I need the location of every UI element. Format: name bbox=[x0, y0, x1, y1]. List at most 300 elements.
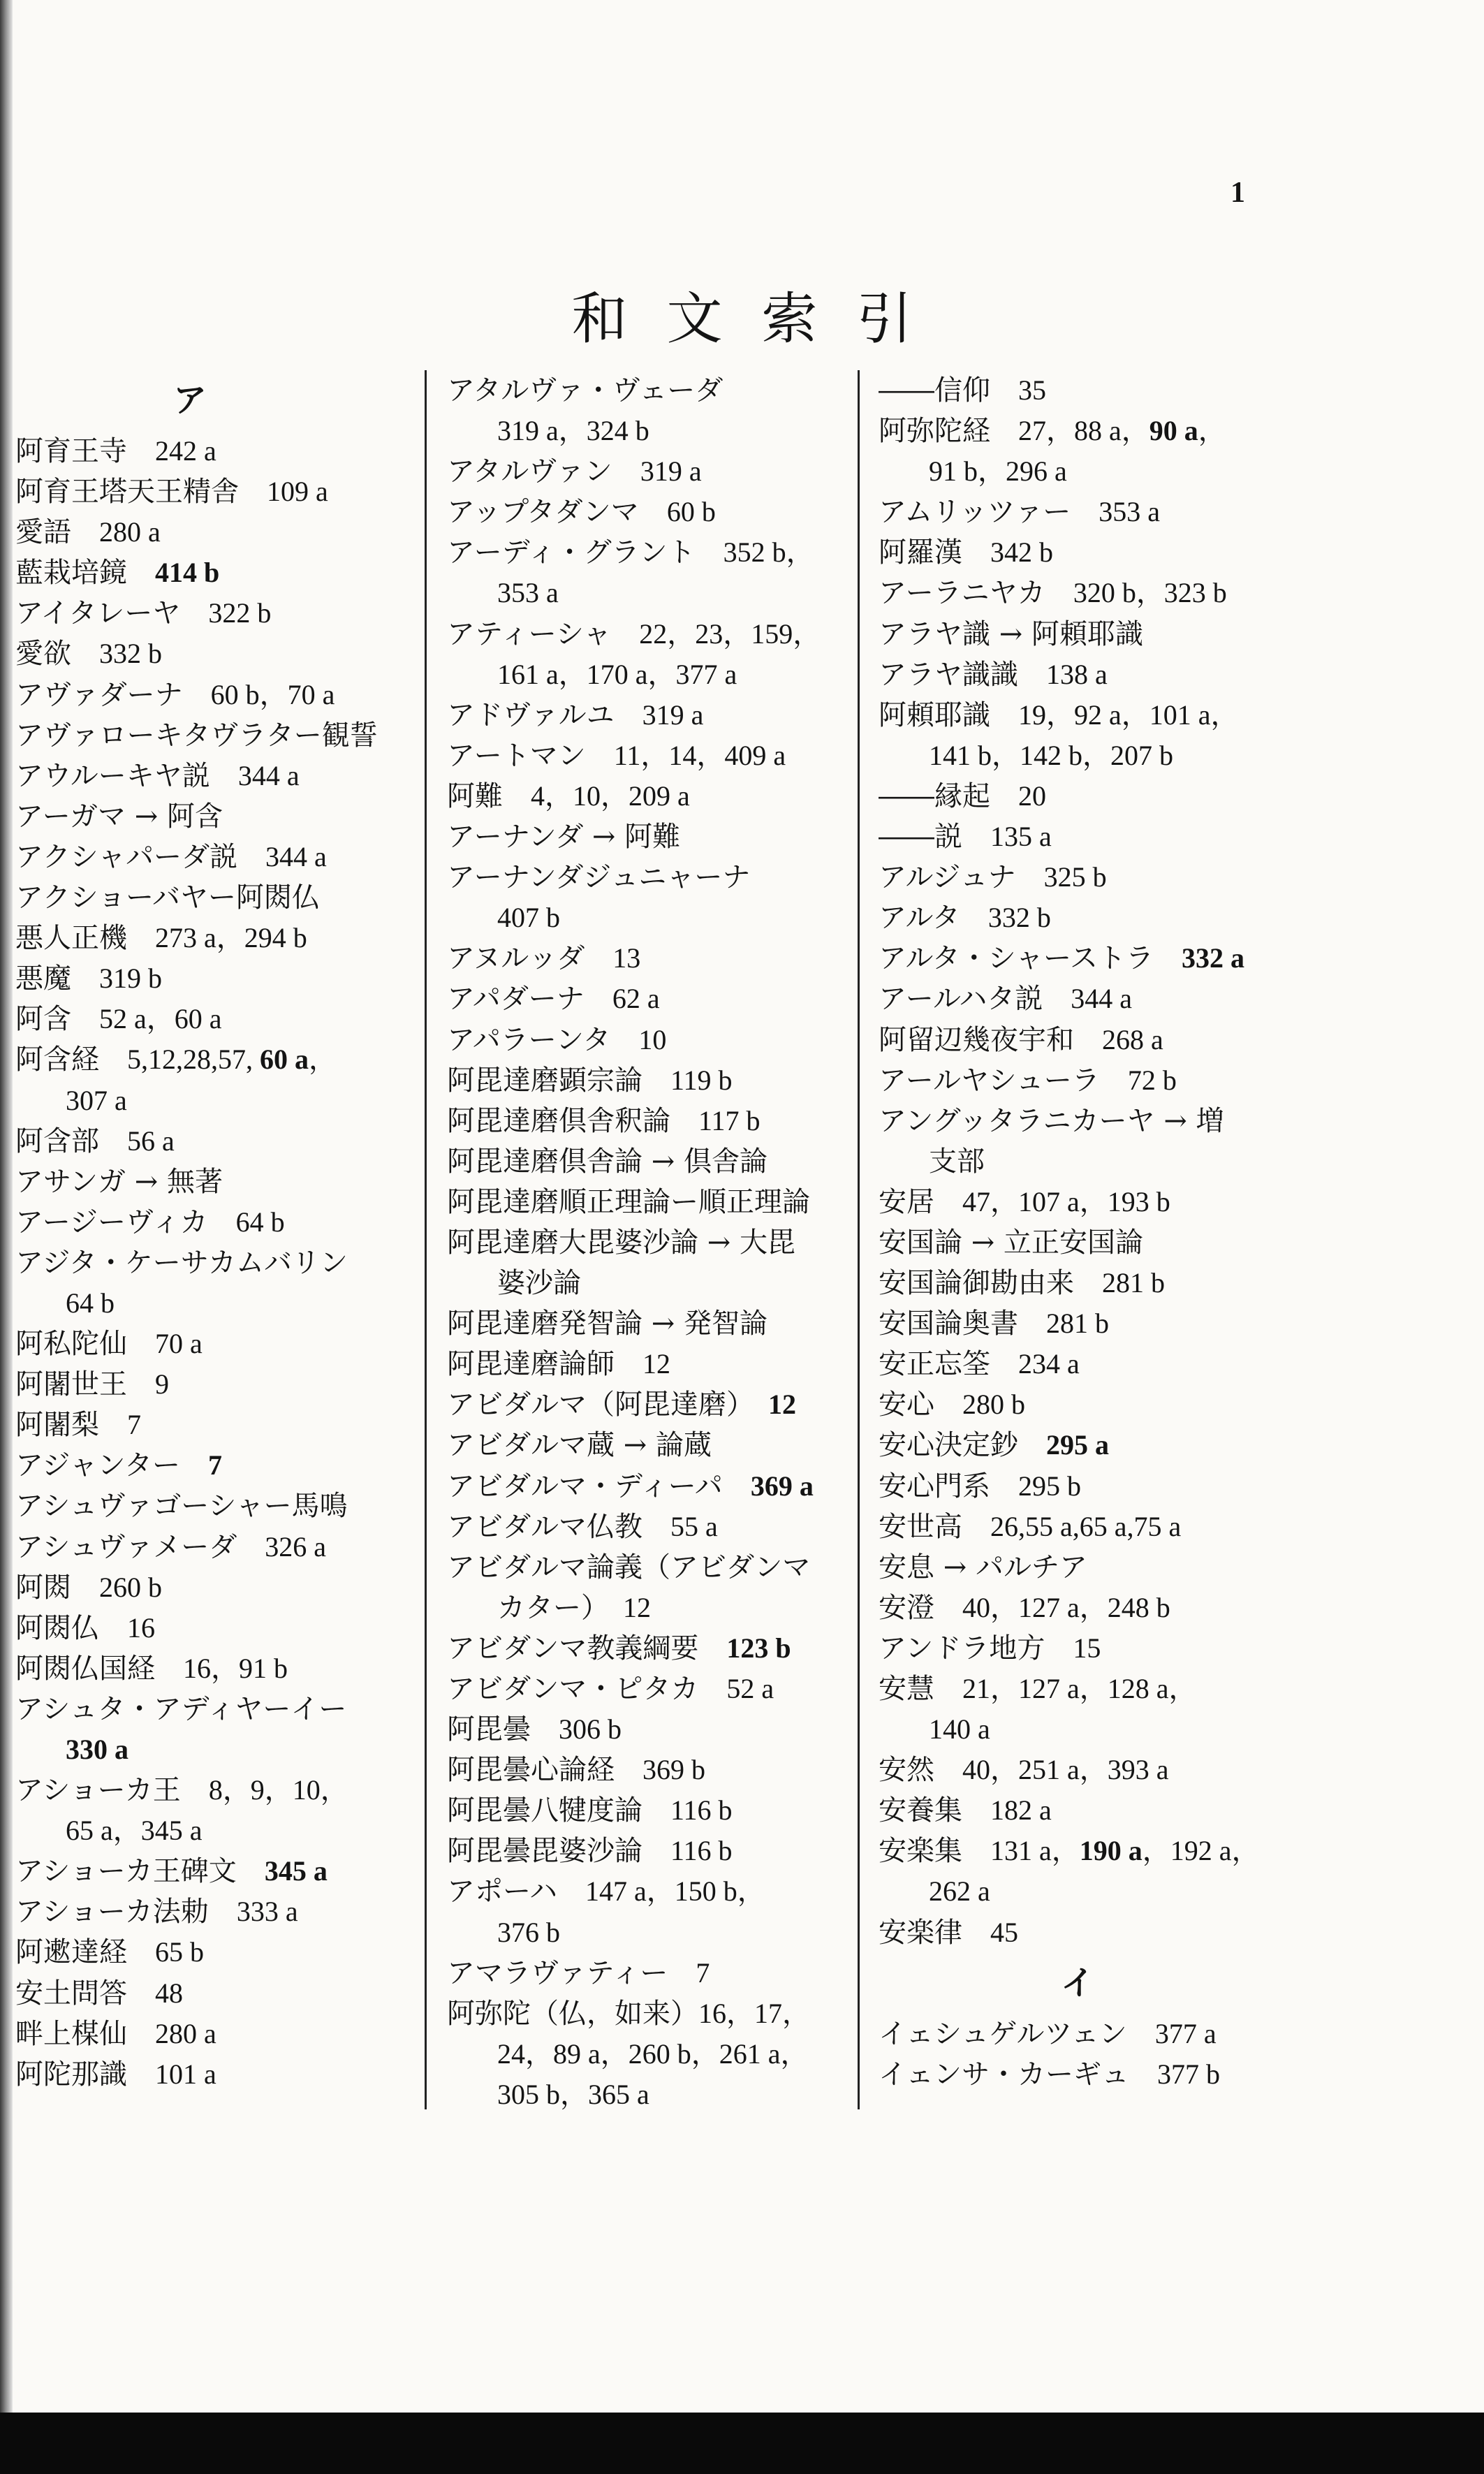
entry-term: アシュヴァメーダ bbox=[15, 1530, 265, 1563]
entry-term: アビダルマ・ディーパ bbox=[447, 1470, 751, 1502]
entry-pages: 60 b bbox=[666, 496, 716, 528]
entry-term: 阿毘達磨顕宗論 bbox=[447, 1064, 670, 1097]
index-entry bbox=[879, 1060, 1298, 1101]
entry-pages: 52 a bbox=[726, 1673, 774, 1704]
index-entry-continuation bbox=[879, 451, 1298, 492]
entry-term: アジタ・ケーサカムバリン bbox=[15, 1246, 348, 1279]
index-entry bbox=[15, 2014, 420, 2054]
entry-pages: 24，89 a，260 b，261 a， bbox=[497, 2037, 809, 2070]
entry-pages: 64 b bbox=[235, 1206, 285, 1238]
entry-main-page: 7 bbox=[208, 1449, 222, 1481]
index-entry-continuation bbox=[447, 411, 845, 451]
index-entry bbox=[447, 1790, 845, 1831]
entry-term: 阿陀那識 bbox=[15, 2058, 155, 2091]
entry-term: 阿留辺幾夜宇和 bbox=[879, 1023, 1102, 1056]
entry-pages: 117 b bbox=[698, 1104, 761, 1136]
entry-pages: 234 a bbox=[1018, 1348, 1080, 1380]
entry-term: 阿含部 bbox=[15, 1125, 127, 1157]
entry-pages: 280 a bbox=[155, 2017, 216, 2049]
index-entry bbox=[879, 1303, 1298, 1344]
index-entry bbox=[879, 1547, 1298, 1588]
entry-pages: 16，17， bbox=[698, 1997, 810, 2029]
entry-main-page: 414 b bbox=[155, 557, 220, 589]
index-entry bbox=[15, 796, 420, 837]
index-entry bbox=[447, 1060, 845, 1101]
entry-term: 安然 bbox=[879, 1754, 962, 1787]
entry-term: アビダルマ蔵 → 論蔵 bbox=[447, 1429, 712, 1462]
index-entry bbox=[879, 1466, 1298, 1507]
entry-pages: 40，251 a，393 a bbox=[962, 1754, 1169, 1786]
index-entry bbox=[447, 614, 845, 654]
entry-pages: 72 b bbox=[1127, 1064, 1177, 1096]
entry-term: アルジュナ bbox=[879, 861, 1044, 894]
index-entry bbox=[447, 857, 845, 898]
entry-pages: 369 b bbox=[642, 1754, 705, 1786]
index-entry bbox=[879, 532, 1298, 573]
index-entry-continuation bbox=[447, 1263, 845, 1303]
entry-pages: 344 a bbox=[265, 840, 327, 872]
index-column-3 bbox=[879, 370, 1298, 2095]
entry-pages: 280 a bbox=[99, 516, 161, 548]
entry-pages: 101 a bbox=[155, 2058, 216, 2090]
entry-term: アビダルマ（阿毘達磨） bbox=[447, 1389, 768, 1421]
entry-pages: 27，88 a， bbox=[1018, 415, 1149, 447]
entry-pages: 377 b bbox=[1157, 2058, 1220, 2090]
entry-term: アビダンマ・ピタカ bbox=[447, 1673, 727, 1705]
page-number: 1 bbox=[1230, 177, 1245, 209]
index-entry bbox=[15, 634, 420, 674]
entry-pages: 376 b bbox=[497, 1916, 560, 1948]
section-heading: イ bbox=[1060, 1963, 1094, 2003]
entry-term: 阿弥陀経 bbox=[879, 415, 1018, 448]
entry-pages: 26,55 a,65 a,75 a bbox=[990, 1510, 1182, 1542]
entry-term: アマラヴァティー bbox=[447, 1956, 696, 1989]
entry-main-page: 12 bbox=[768, 1389, 796, 1421]
entry-pages: 91 b，296 a bbox=[929, 455, 1067, 488]
index-entry bbox=[879, 898, 1298, 938]
entry-pages: 15 bbox=[1073, 1632, 1101, 1664]
entry-term: ――縁起 bbox=[879, 779, 1018, 812]
entry-pages-suffix: ，192 a， bbox=[1142, 1835, 1260, 1867]
entry-term: 安土問答 bbox=[15, 1977, 155, 2010]
entry-term: 悪魔 bbox=[15, 962, 99, 995]
index-entry bbox=[879, 370, 1298, 411]
entry-term: 安世高 bbox=[879, 1510, 990, 1543]
index-entry bbox=[879, 2054, 1298, 2095]
entry-term: 阿頼耶識 bbox=[879, 698, 1018, 731]
entry-term: 支部 bbox=[929, 1145, 985, 1178]
index-entry bbox=[15, 1932, 420, 1972]
entry-main-page: 345 a bbox=[264, 1855, 328, 1887]
entry-pages: 56 a bbox=[127, 1125, 175, 1157]
entry-pages-suffix: ， bbox=[1198, 415, 1226, 447]
entry-term: アーディ・グラント bbox=[447, 536, 723, 569]
index-entry-continuation bbox=[447, 1912, 845, 1953]
entry-term: アクシャパーダ説 bbox=[15, 840, 265, 873]
index-entry bbox=[447, 492, 845, 532]
entry-pages: 65 a，345 a bbox=[66, 1815, 203, 1847]
entry-pages: 16，91 b bbox=[183, 1652, 288, 1684]
section-heading: ア bbox=[172, 381, 207, 420]
entry-term: アポーハ bbox=[447, 1875, 585, 1908]
entry-term: アージーヴィカ bbox=[15, 1206, 236, 1238]
index-entry bbox=[879, 979, 1298, 1019]
entry-term: 阿閦仏国経 bbox=[15, 1652, 183, 1685]
index-entry bbox=[447, 1871, 845, 1912]
entry-term: 阿毘達磨倶舎論 → 倶舎論 bbox=[447, 1145, 767, 1178]
entry-term: アパダーナ bbox=[447, 983, 612, 1016]
entry-main-page: 332 a bbox=[1182, 942, 1244, 974]
entry-pages: 353 a bbox=[1099, 496, 1160, 528]
index-entry bbox=[879, 492, 1298, 532]
entry-term: 阿育王塔天王精舎 bbox=[15, 476, 267, 508]
index-entry bbox=[879, 1263, 1298, 1303]
index-entry-continuation bbox=[15, 1081, 420, 1121]
entry-term: アーガマ → 阿含 bbox=[15, 800, 223, 833]
index-entry bbox=[879, 1831, 1298, 1871]
entry-term: 阿毘曇 bbox=[447, 1713, 559, 1746]
entry-term: アビダンマ教義綱要 bbox=[447, 1632, 727, 1664]
index-entry bbox=[447, 1101, 845, 1141]
entry-term: アショーカ法勅 bbox=[15, 1896, 237, 1928]
index-entry bbox=[15, 1527, 420, 1567]
entry-term: 阿毘曇八犍度論 bbox=[447, 1794, 670, 1827]
entry-term: アルタ・シャーストラ bbox=[879, 942, 1182, 975]
entry-main-page: 60 a bbox=[260, 1044, 309, 1076]
entry-term: 安正忘筌 bbox=[879, 1348, 1018, 1381]
index-entry bbox=[447, 1993, 845, 2034]
entry-pages: 161 a，170 a，377 a bbox=[497, 658, 737, 690]
entry-pages: 55 a bbox=[670, 1510, 718, 1542]
entry-pages: 407 b bbox=[497, 902, 560, 934]
entry-term: アップタダンマ bbox=[447, 496, 667, 529]
entry-term: アールヤシューラ bbox=[879, 1064, 1128, 1097]
entry-pages: 12 bbox=[623, 1591, 651, 1623]
index-entry bbox=[447, 1384, 845, 1425]
entry-term: アヴァローキタヴラター観誓 bbox=[15, 719, 378, 752]
entry-term: 阿毘曇毘婆沙論 bbox=[447, 1835, 670, 1868]
entry-term: 安国論 → 立正安国論 bbox=[879, 1226, 1143, 1259]
entry-pages: 281 b bbox=[1046, 1308, 1109, 1340]
entry-pages: 47，107 a，193 b bbox=[962, 1185, 1170, 1217]
index-entry bbox=[447, 776, 845, 817]
entry-pages: 147 a，150 b， bbox=[585, 1875, 765, 1908]
entry-term: 藍栽培鏡 bbox=[15, 557, 155, 590]
entry-pages: 7 bbox=[127, 1409, 141, 1441]
index-entry bbox=[447, 1628, 845, 1669]
index-entry bbox=[15, 1364, 420, 1405]
entry-term: アビダルマ仏教 bbox=[447, 1510, 670, 1543]
index-entry bbox=[15, 1973, 420, 2014]
entry-term: ――信仰 bbox=[879, 374, 1018, 407]
index-entry bbox=[879, 1101, 1298, 1141]
entry-pages: 242 a bbox=[155, 435, 216, 467]
index-entry bbox=[879, 1222, 1298, 1263]
entry-term: 安心決定鈔 bbox=[879, 1429, 1046, 1462]
entry-main-page: 330 a bbox=[66, 1734, 128, 1765]
index-entry-continuation bbox=[879, 1709, 1298, 1750]
index-entry bbox=[15, 1567, 420, 1608]
index-entry bbox=[879, 1344, 1298, 1384]
entry-term: アラヤ識識 bbox=[879, 658, 1046, 691]
column-divider bbox=[858, 370, 860, 2109]
index-entry bbox=[879, 654, 1298, 695]
entry-term: 安国論奥書 bbox=[879, 1308, 1046, 1340]
entry-term: 安居 bbox=[879, 1185, 962, 1218]
entry-term: アショーカ王碑文 bbox=[15, 1855, 265, 1888]
entry-term: 悪人正機 bbox=[15, 922, 155, 955]
column-divider bbox=[425, 370, 427, 2109]
index-entry bbox=[447, 735, 845, 776]
entry-term: アクショーバヤー阿閦仏 bbox=[15, 881, 320, 914]
entry-term: 愛語 bbox=[15, 516, 99, 549]
entry-term: 安慧 bbox=[879, 1673, 962, 1705]
entry-term: アシュタ・アディヤーイー bbox=[15, 1692, 347, 1725]
entry-pages: 52 a，60 a bbox=[99, 1003, 222, 1035]
entry-pages: 20 bbox=[1018, 779, 1046, 812]
index-entry-continuation bbox=[15, 1283, 420, 1324]
entry-term: 愛欲 bbox=[15, 638, 99, 671]
entry-pages: 344 a bbox=[1071, 983, 1132, 1015]
entry-pages: 280 b bbox=[962, 1389, 1025, 1421]
index-entry bbox=[879, 1020, 1298, 1060]
entry-pages: 342 b bbox=[990, 536, 1053, 569]
index-entry bbox=[447, 1750, 845, 1790]
entry-pages: 262 a bbox=[929, 1875, 990, 1908]
index-entry bbox=[15, 1405, 420, 1445]
index-entry bbox=[15, 1202, 420, 1243]
entry-pages: 320 b，323 b bbox=[1073, 577, 1227, 609]
index-entry bbox=[15, 837, 420, 877]
index-entry-continuation bbox=[447, 654, 845, 695]
index-entry bbox=[15, 1486, 420, 1526]
entry-term: アパラーンタ bbox=[447, 1023, 639, 1056]
index-entry bbox=[15, 512, 420, 552]
index-entry bbox=[15, 877, 420, 918]
entry-pages: 16 bbox=[127, 1611, 155, 1644]
entry-term: アビダルマ論義（アビダンマ bbox=[447, 1551, 811, 1583]
index-entry bbox=[447, 938, 845, 979]
index-entry bbox=[447, 1953, 845, 1993]
index-column-1 bbox=[15, 370, 420, 2095]
entry-pages: 281 b bbox=[1102, 1267, 1165, 1299]
entry-term: アサンガ → 無著 bbox=[15, 1165, 223, 1198]
entry-pages: 319 b bbox=[99, 962, 162, 995]
entry-pages: 116 b bbox=[670, 1794, 733, 1827]
entry-term: 阿闍梨 bbox=[15, 1409, 127, 1442]
entry-pages: 333 a bbox=[236, 1896, 298, 1928]
entry-pages: 182 a bbox=[990, 1794, 1052, 1827]
entry-term: 安楽律 bbox=[879, 1916, 990, 1949]
index-entry bbox=[447, 370, 845, 411]
index-entry bbox=[447, 1466, 845, 1507]
index-entry bbox=[879, 2014, 1298, 2054]
index-entry-continuation bbox=[879, 1141, 1298, 1182]
entry-pages: 352 b， bbox=[723, 536, 814, 569]
entry-term: アショーカ王 bbox=[15, 1774, 209, 1807]
index-column-2 bbox=[447, 370, 845, 2115]
entry-pages: 138 a bbox=[1046, 658, 1108, 690]
index-entry bbox=[879, 1750, 1298, 1790]
entry-pages: 35 bbox=[1018, 374, 1046, 406]
entry-term: 安養集 bbox=[879, 1794, 990, 1827]
index-entry bbox=[447, 695, 845, 735]
entry-pages: 21，127 a，128 a， bbox=[962, 1673, 1197, 1704]
entry-pages: 12 bbox=[642, 1348, 670, 1380]
entry-pages-suffix: ， bbox=[309, 1044, 337, 1076]
index-entry bbox=[879, 1628, 1298, 1669]
entry-main-page: 90 a bbox=[1149, 415, 1198, 447]
index-entry bbox=[447, 1303, 845, 1344]
entry-term: 安息 → パルチア bbox=[879, 1551, 1087, 1583]
index-entry bbox=[879, 614, 1298, 654]
entry-term: アーラニヤカ bbox=[879, 577, 1073, 610]
index-entry bbox=[15, 2054, 420, 2095]
index-entry bbox=[15, 999, 420, 1039]
index-entry bbox=[447, 451, 845, 492]
index-entry bbox=[447, 1831, 845, 1871]
index-entry bbox=[15, 1770, 420, 1810]
entry-pages: 140 a bbox=[929, 1713, 990, 1745]
entry-pages: 45 bbox=[990, 1916, 1018, 1948]
entry-pages: 5,12,28,57, bbox=[127, 1044, 260, 1076]
entry-term: 阿毘達磨大毘婆沙論 → 大毘 bbox=[447, 1226, 795, 1259]
entry-term: 阿羅漢 bbox=[879, 536, 990, 569]
entry-term: 安国論御勘由来 bbox=[879, 1267, 1102, 1300]
index-entry bbox=[15, 1891, 420, 1932]
index-entry bbox=[15, 1324, 420, 1364]
index-entry bbox=[15, 1039, 420, 1080]
entry-term: 安心 bbox=[879, 1389, 962, 1421]
entry-term: カター） bbox=[497, 1591, 623, 1624]
index-entry bbox=[447, 1507, 845, 1547]
index-entry bbox=[879, 1790, 1298, 1831]
entry-pages: 70 a bbox=[155, 1328, 203, 1360]
index-entry bbox=[15, 1851, 420, 1891]
entry-term: アールハタ説 bbox=[879, 983, 1071, 1016]
entry-main-page: 295 a bbox=[1046, 1429, 1109, 1461]
index-entry-continuation bbox=[15, 1729, 420, 1770]
entry-pages: 116 b bbox=[670, 1835, 733, 1867]
entry-term: アラヤ識 → 阿頼耶識 bbox=[879, 617, 1143, 650]
entry-term: アウルーキヤ説 bbox=[15, 759, 238, 792]
entry-pages: 322 b bbox=[208, 597, 272, 629]
entry-term: アートマン bbox=[447, 739, 614, 772]
entry-pages: 377 a bbox=[1154, 2017, 1217, 2049]
index-entry-continuation bbox=[447, 2074, 845, 2115]
entry-term: アヴァダーナ bbox=[15, 678, 211, 711]
entry-main-page: 190 a bbox=[1079, 1835, 1143, 1867]
entry-pages: 131 a， bbox=[990, 1835, 1080, 1867]
entry-pages: 319 a bbox=[642, 698, 704, 731]
entry-pages: 326 a bbox=[265, 1530, 326, 1562]
entry-term: 阿弥陀（仏，如来） bbox=[447, 1997, 698, 2030]
index-entry bbox=[15, 958, 420, 999]
entry-pages: 64 b bbox=[66, 1287, 115, 1319]
entry-term: アティーシャ bbox=[447, 617, 640, 650]
entry-term: アヌルッダ bbox=[447, 942, 613, 975]
index-entry bbox=[447, 532, 845, 573]
entry-term: イェンサ・カーギュ bbox=[879, 2058, 1157, 2091]
entry-pages: 141 b，142 b，207 b bbox=[929, 739, 1173, 771]
entry-pages: 135 a bbox=[990, 821, 1052, 853]
entry-pages: 48 bbox=[155, 1977, 183, 2009]
entry-pages: 119 b bbox=[670, 1064, 733, 1096]
index-entry bbox=[879, 1182, 1298, 1222]
index-entry-continuation bbox=[879, 1871, 1298, 1912]
index-entry bbox=[879, 938, 1298, 979]
index-entry bbox=[15, 1648, 420, 1689]
index-entry bbox=[879, 1588, 1298, 1628]
index-entry-continuation bbox=[15, 1810, 420, 1851]
index-entry-continuation bbox=[447, 573, 845, 613]
index-entry-continuation bbox=[447, 898, 845, 938]
entry-pages: 319 a，324 b bbox=[497, 415, 649, 447]
index-entry-continuation bbox=[447, 2034, 845, 2074]
entry-term: イェシュゲルツェン bbox=[879, 2017, 1155, 2050]
entry-pages: 273 a，294 b bbox=[155, 922, 307, 954]
index-entry bbox=[15, 756, 420, 796]
index-entry bbox=[879, 695, 1298, 735]
entry-term: アーナンダ → 阿難 bbox=[447, 821, 681, 854]
index-entry bbox=[447, 817, 845, 857]
entry-main-page: 123 b bbox=[726, 1632, 791, 1664]
index-entry bbox=[15, 918, 420, 958]
entry-pages: 40，127 a，248 b bbox=[962, 1591, 1170, 1623]
entry-term: 阿遬達経 bbox=[15, 1936, 155, 1969]
index-entry bbox=[15, 552, 420, 593]
entry-pages: 65 b bbox=[155, 1936, 204, 1968]
index-entry bbox=[879, 857, 1298, 898]
index-entry bbox=[879, 817, 1298, 857]
entry-term: アンドラ地方 bbox=[879, 1632, 1073, 1664]
index-entry-continuation bbox=[879, 735, 1298, 776]
entry-term: アタルヴァ・ヴェーダ bbox=[447, 374, 723, 407]
entry-term: アドヴァルユ bbox=[447, 698, 642, 731]
entry-term: アイタレーヤ bbox=[15, 597, 209, 630]
entry-term: 婆沙論 bbox=[497, 1267, 581, 1300]
entry-term: アルタ bbox=[879, 902, 988, 935]
entry-term: 阿毘達磨論師 bbox=[447, 1348, 642, 1381]
index-entry bbox=[15, 1121, 420, 1162]
entry-term: ――説 bbox=[879, 821, 990, 854]
entry-term: 阿含経 bbox=[15, 1044, 127, 1076]
entry-term: 阿閦仏 bbox=[15, 1611, 127, 1644]
index-entry bbox=[879, 411, 1298, 451]
entry-pages: 325 b bbox=[1043, 861, 1107, 893]
scan-bottom-border bbox=[0, 2413, 1484, 2474]
entry-term: 阿毘達磨発智論 → 発智論 bbox=[447, 1308, 767, 1340]
entry-term: アシュヴァゴーシャー馬鳴 bbox=[15, 1490, 348, 1523]
entry-term: アムリッツァー bbox=[879, 496, 1099, 529]
entry-term: 阿毘達磨倶舎釈論 bbox=[447, 1104, 698, 1137]
index-entry bbox=[879, 1507, 1298, 1547]
entry-pages: 22，23，159， bbox=[639, 617, 821, 650]
index-entry bbox=[15, 1445, 420, 1486]
index-entry bbox=[447, 1182, 845, 1222]
index-entry bbox=[447, 1669, 845, 1709]
entry-pages: 8，9，10， bbox=[208, 1774, 348, 1806]
entry-main-page: 369 a bbox=[750, 1470, 814, 1502]
entry-pages: 60 b，70 a bbox=[210, 678, 335, 710]
entry-pages: 9 bbox=[155, 1368, 169, 1400]
entry-pages: 13 bbox=[612, 942, 641, 974]
index-entry bbox=[879, 1669, 1298, 1709]
entry-term: 安澄 bbox=[879, 1591, 962, 1624]
entry-pages: 305 b，365 a bbox=[497, 2078, 649, 2110]
entry-pages: 344 a bbox=[237, 759, 300, 791]
index-entry bbox=[879, 573, 1298, 613]
